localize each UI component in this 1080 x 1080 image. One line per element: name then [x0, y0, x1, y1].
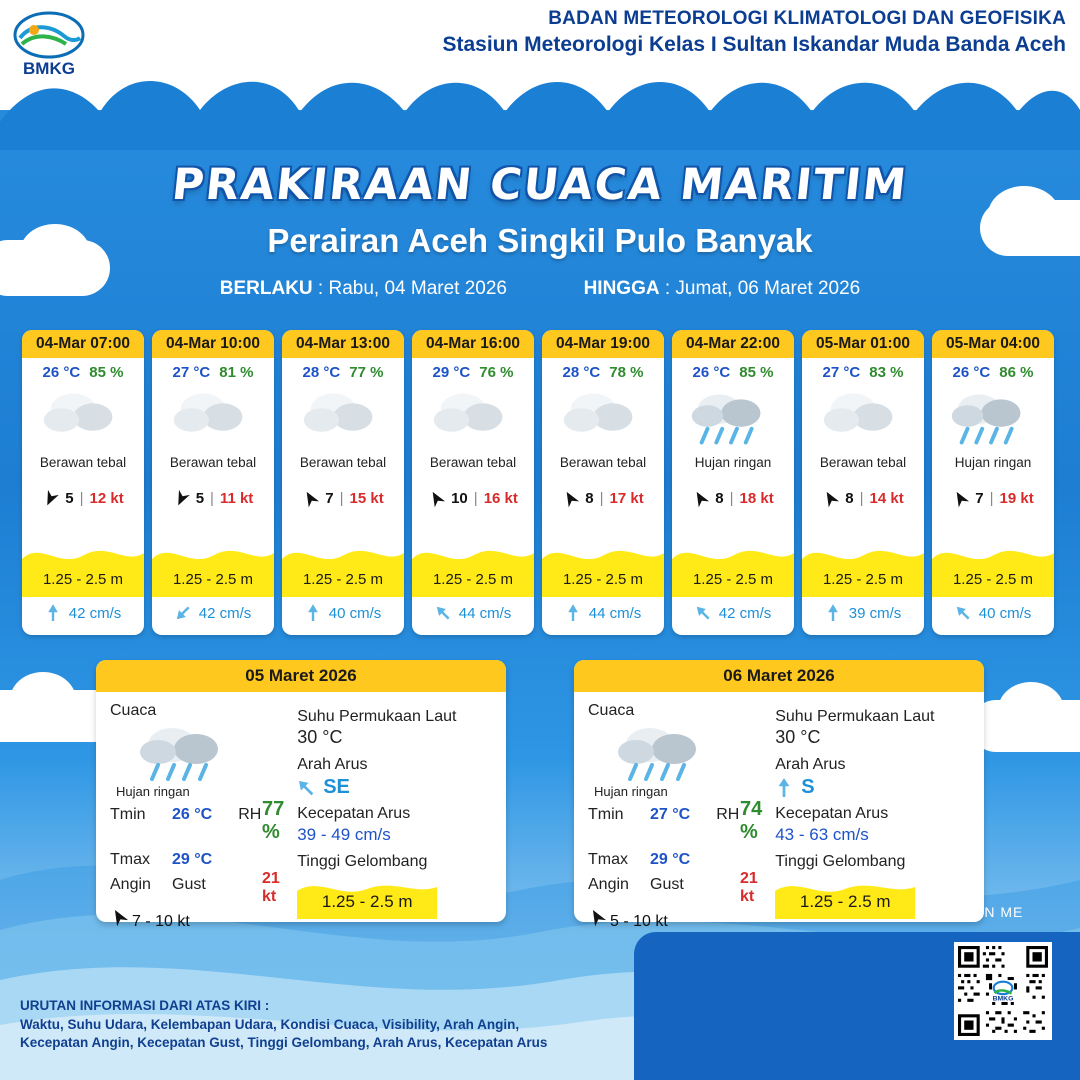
- daily-rh-0: 77 %: [262, 798, 285, 843]
- hourly-condition: Hujan ringan: [954, 455, 1032, 470]
- hourly-temp: 27 °C: [822, 364, 861, 381]
- hourly-wind-dir: 7: [975, 490, 984, 507]
- daily-cuaca-label-1: Cuaca: [588, 702, 635, 719]
- wave-graphic: [672, 539, 794, 597]
- wind-arrow-icon: [562, 490, 579, 507]
- hourly-wind-speed: 17 kt: [609, 490, 644, 507]
- hourly-temp: 28 °C: [562, 364, 601, 381]
- hourly-wave-height: 1.25 - 2.5 m: [952, 571, 1034, 588]
- current-arrow-icon: [435, 603, 451, 623]
- hourly-wave-height: 1.25 - 2.5 m: [562, 571, 644, 588]
- hourly-humidity: 78 %: [609, 364, 644, 381]
- hourly-temp: 27 °C: [172, 364, 211, 381]
- daily-tmin-1: 27 °C: [650, 806, 691, 823]
- hourly-wind-dir: 5: [195, 490, 205, 507]
- daily-date-0: 05 Maret 2026: [96, 660, 506, 692]
- hourly-wind-dir: 8: [585, 490, 594, 507]
- daily-rh-label-1: RH: [716, 806, 740, 823]
- hourly-wave-height: 1.25 - 2.5 m: [692, 571, 774, 588]
- hourly-current-speed: 44 cm/s: [458, 604, 512, 622]
- hourly-card: 04-Mar 13:00 28 °C 77 % Berawan tebal 7 | 15 kt 1.25 - 2.5 m 40 cm/s: [282, 330, 404, 635]
- hourly-wind-speed: 11 kt: [219, 490, 254, 507]
- wind-arrow-icon: [692, 490, 709, 507]
- daily-arus-label-1: Arah Arus: [775, 756, 846, 773]
- daily-wave-badge-1: [775, 877, 915, 919]
- daily-tinggi-value-0: 1.25 - 2.5 m: [321, 892, 413, 911]
- daily-kec-label-0: Kecepatan Arus: [297, 805, 411, 822]
- daily-arus-0: SE: [323, 776, 350, 798]
- current-arrow-icon: [955, 603, 971, 623]
- hourly-wave-height: 1.25 - 2.5 m: [432, 571, 514, 588]
- hourly-card: 04-Mar 16:00 29 °C 76 % Berawan tebal 10 | 16 kt 1.25 - 2.5 m 44 cm/s: [412, 330, 534, 635]
- hourly-time: 04-Mar 07:00: [22, 330, 144, 358]
- hourly-wind-speed: 12 kt: [89, 490, 124, 507]
- wave-graphic: [152, 539, 274, 597]
- wave-graphic: [802, 539, 924, 597]
- daily-gust-0: 21 kt: [262, 870, 280, 905]
- page-title: PRAKIRAAN CUACA MARITIM: [169, 160, 911, 210]
- title-block: [0, 160, 1080, 300]
- valid-to-label: HINGGA: [583, 278, 660, 299]
- daily-tinggi-label-1: Tinggi Gelombang: [775, 853, 906, 870]
- hourly-temp: 26 °C: [952, 364, 991, 381]
- hourly-humidity: 85 %: [89, 364, 124, 381]
- hourly-humidity: 77 %: [349, 364, 384, 381]
- legend-block: [0, 984, 630, 1080]
- page-header: [0, 0, 1080, 96]
- wave-graphic: [932, 539, 1054, 597]
- hourly-time: 04-Mar 16:00: [412, 330, 534, 358]
- daily-date-1: 06 Maret 2026: [574, 660, 984, 692]
- daily-rh-1: 74 %: [740, 798, 763, 843]
- valid-from-label: BERLAKU: [219, 278, 313, 299]
- header-agency-text: [442, 8, 1066, 57]
- hourly-wave-height: 1.25 - 2.5 m: [302, 571, 384, 588]
- daily-gust-label-0: Gust: [172, 876, 206, 893]
- cloudy-icon: [412, 383, 534, 453]
- valid-to-value: Jumat, 06 Maret 2026: [675, 278, 861, 299]
- wind-arrow-icon: [822, 490, 839, 507]
- hourly-condition: Berawan tebal: [819, 455, 907, 470]
- hourly-wind-dir: 10: [451, 490, 468, 507]
- daily-panel-0: [96, 660, 506, 930]
- hourly-wave-height: 1.25 - 2.5 m: [172, 571, 254, 588]
- bmkg-logo: [12, 8, 86, 82]
- rain-icon: [110, 722, 293, 782]
- hourly-wind-dir: 8: [845, 490, 854, 507]
- hourly-current-speed: 42 cm/s: [718, 604, 772, 622]
- svg-text:BMKG: BMKG: [992, 995, 1014, 1003]
- hourly-forecast-row: [22, 330, 1062, 635]
- hourly-condition: Berawan tebal: [299, 455, 387, 470]
- daily-gust-label-1: Gust: [650, 876, 684, 893]
- current-arrow-icon: [695, 603, 711, 623]
- wind-arrow-icon: [428, 490, 445, 507]
- daily-cond-1: Hujan ringan: [594, 784, 668, 799]
- hourly-wind-speed: 15 kt: [349, 490, 384, 507]
- hourly-temp: 26 °C: [42, 364, 81, 381]
- hourly-wind-dir: 8: [715, 490, 724, 507]
- daily-tinggi-value-1: 1.25 - 2.5 m: [799, 892, 891, 911]
- legend-line2: Waktu, Suhu Udara, Kelembapan Udara, Kondisi Cuaca, Visibility, Arah Angin,: [20, 1017, 520, 1032]
- daily-tmax-0: 29 °C: [172, 851, 213, 868]
- daily-wave-badge-0: [297, 877, 437, 919]
- daily-angin-label-0: Angin: [110, 876, 151, 893]
- station-name: Stasiun Meteorologi Kelas I Sultan Iskandar Muda Banda Aceh: [442, 33, 1066, 56]
- daily-gust-1: 21 kt: [740, 870, 758, 905]
- cloudy-icon: [542, 383, 664, 453]
- current-arrow-icon: [565, 603, 581, 623]
- hourly-temp: 26 °C: [692, 364, 731, 381]
- hourly-temp: 29 °C: [432, 364, 471, 381]
- hourly-wind-speed: 19 kt: [999, 490, 1034, 507]
- qr-code-icon: [958, 946, 1048, 1036]
- current-arrow-icon: [297, 777, 315, 799]
- hourly-time: 04-Mar 19:00: [542, 330, 664, 358]
- hourly-current-speed: 42 cm/s: [198, 604, 252, 622]
- validity-row: BERLAKU : Rabu, 04 Maret 2026 HINGGA : Jumat, 06 Maret 2026: [219, 278, 861, 299]
- hourly-current-speed: 42 cm/s: [68, 604, 122, 622]
- hourly-humidity: 81 %: [219, 364, 254, 381]
- hourly-wave-height: 1.25 - 2.5 m: [42, 571, 124, 588]
- legend-title: URUTAN INFORMASI DARI ATAS KIRI :: [20, 998, 270, 1013]
- hourly-condition: Berawan tebal: [39, 455, 127, 470]
- rain-icon: [672, 383, 794, 453]
- hourly-wind-speed: 14 kt: [869, 490, 904, 507]
- qr-code[interactable]: [954, 942, 1052, 1040]
- cloudy-icon: [152, 383, 274, 453]
- daily-kec-1: 43 - 63 cm/s: [775, 825, 869, 844]
- daily-angin-label-1: Angin: [588, 876, 629, 893]
- hourly-wind-dir: 7: [325, 490, 334, 507]
- wind-arrow-icon: [952, 490, 969, 507]
- wave-graphic: [282, 539, 404, 597]
- daily-sst-label-1: Suhu Permukaan Laut: [775, 708, 935, 725]
- daily-panel-1: [574, 660, 984, 930]
- valid-from-value: Rabu, 04 Maret 2026: [328, 278, 507, 299]
- hourly-current-speed: 39 cm/s: [848, 604, 902, 622]
- scan-label: SCAN ME: [952, 904, 1024, 920]
- hourly-condition: Berawan tebal: [169, 455, 257, 470]
- hourly-condition: Berawan tebal: [429, 455, 517, 470]
- current-arrow-icon: [305, 603, 321, 623]
- current-arrow-icon: [45, 603, 61, 623]
- daily-arus-label-0: Arah Arus: [297, 756, 368, 773]
- current-arrow-icon: [175, 603, 191, 623]
- daily-sst-1: 30 °C: [775, 727, 821, 747]
- daily-tmax-label-1: Tmax: [588, 851, 628, 868]
- daily-tmin-0: 26 °C: [172, 806, 213, 823]
- current-arrow-icon: [825, 603, 841, 623]
- daily-tinggi-label-0: Tinggi Gelombang: [297, 853, 428, 870]
- hourly-card: 04-Mar 07:00 26 °C 85 % Berawan tebal 5 | 12 kt 1.25 - 2.5 m 42 cm/s: [22, 330, 144, 635]
- wind-arrow-icon: [42, 490, 59, 507]
- wind-arrow-icon: [302, 490, 319, 507]
- wave-graphic: [22, 539, 144, 597]
- wave-graphic: [542, 539, 664, 597]
- cloudy-icon: [282, 383, 404, 453]
- hourly-card: 04-Mar 22:00 26 °C 85 % Hujan ringan 8 | 18 kt 1.25 - 2.5 m 42 cm/s: [672, 330, 794, 635]
- daily-rh-label-0: RH: [238, 806, 262, 823]
- hourly-time: 04-Mar 22:00: [672, 330, 794, 358]
- cloudy-icon: [22, 383, 144, 453]
- hourly-current-speed: 40 cm/s: [978, 604, 1032, 622]
- daily-arus-1: S: [801, 776, 815, 798]
- cloud-decor: [10, 672, 76, 728]
- daily-angin-1: 5 - 10 kt: [610, 913, 668, 930]
- daily-cond-0: Hujan ringan: [116, 784, 190, 799]
- agency-name: BADAN METEOROLOGI KLIMATOLOGI DAN GEOFISIKA: [548, 8, 1066, 29]
- daily-tmax-1: 29 °C: [650, 851, 691, 868]
- page-subtitle: Perairan Aceh Singkil Pulo Banyak: [267, 222, 813, 259]
- hourly-card: 04-Mar 19:00 28 °C 78 % Berawan tebal 8 | 17 kt 1.25 - 2.5 m 44 cm/s: [542, 330, 664, 635]
- daily-angin-0: 7 - 10 kt: [132, 913, 190, 930]
- hourly-time: 04-Mar 13:00: [282, 330, 404, 358]
- daily-tmax-label-0: Tmax: [110, 851, 150, 868]
- hourly-condition: Hujan ringan: [694, 455, 772, 470]
- wind-arrow-icon: [588, 908, 610, 926]
- hourly-current-speed: 44 cm/s: [588, 604, 642, 622]
- hourly-humidity: 85 %: [739, 364, 774, 381]
- legend-line3: Kecepatan Angin, Kecepatan Gust, Tinggi Gelombang, Arah Arus, Kecepatan Arus: [20, 1035, 548, 1051]
- daily-sst-label-0: Suhu Permukaan Laut: [297, 708, 457, 725]
- daily-kec-label-1: Kecepatan Arus: [775, 805, 889, 822]
- hourly-card: 04-Mar 10:00 27 °C 81 % Berawan tebal 5 | 11 kt 1.25 - 2.5 m 42 cm/s: [152, 330, 274, 635]
- daily-cuaca-label-0: Cuaca: [110, 702, 157, 719]
- hourly-wind-dir: 5: [65, 490, 74, 507]
- rain-icon: [932, 383, 1054, 453]
- hourly-time: 04-Mar 10:00: [152, 330, 274, 358]
- hourly-time: 05-Mar 01:00: [802, 330, 924, 358]
- hourly-card: 05-Mar 04:00 26 °C 86 % Hujan ringan 7 | 19 kt 1.25 - 2.5 m 40 cm/s: [932, 330, 1054, 635]
- daily-sst-0: 30 °C: [297, 727, 343, 747]
- hourly-current-speed: 40 cm/s: [328, 604, 382, 622]
- daily-tmin-label-1: Tmin: [588, 806, 624, 823]
- hourly-temp: 28 °C: [302, 364, 341, 381]
- wave-graphic: [412, 539, 534, 597]
- hourly-condition: Berawan tebal: [559, 455, 647, 470]
- cloud-decor: [998, 682, 1064, 738]
- hourly-wind-speed: 16 kt: [483, 490, 518, 507]
- rain-icon: [588, 722, 771, 782]
- wind-arrow-icon: [110, 908, 132, 926]
- hourly-wind-speed: 18 kt: [739, 490, 774, 507]
- hourly-card: 05-Mar 01:00 27 °C 83 % Berawan tebal 8 | 14 kt 1.25 - 2.5 m 39 cm/s: [802, 330, 924, 635]
- daily-tmin-label-0: Tmin: [110, 806, 146, 823]
- cloudy-icon: [802, 383, 924, 453]
- svg-text:BMKG: BMKG: [23, 59, 75, 78]
- hourly-wave-height: 1.25 - 2.5 m: [822, 571, 904, 588]
- current-arrow-icon: [775, 777, 793, 799]
- wind-arrow-icon: [173, 490, 190, 507]
- daily-kec-0: 39 - 49 cm/s: [297, 825, 391, 844]
- hourly-humidity: 86 %: [999, 364, 1034, 381]
- hourly-humidity: 76 %: [479, 364, 514, 381]
- hourly-time: 05-Mar 04:00: [932, 330, 1054, 358]
- hourly-humidity: 83 %: [869, 364, 904, 381]
